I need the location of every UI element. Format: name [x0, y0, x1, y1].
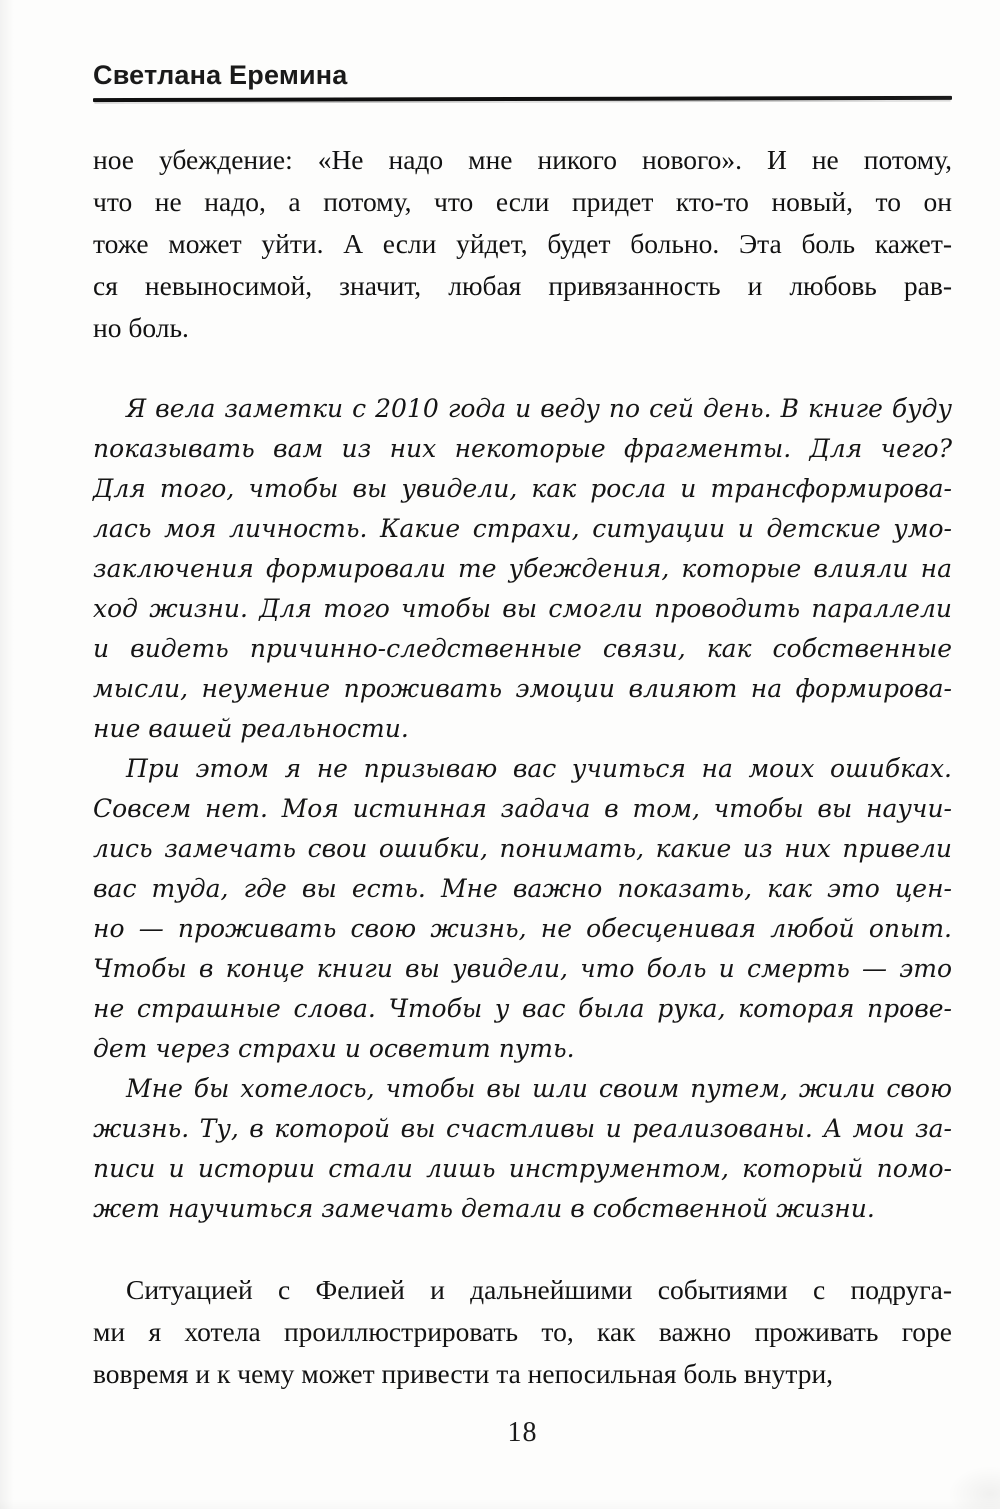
header-rule	[93, 96, 952, 102]
text-line: не страшные слова. Чтобы у вас была рука, которая прове-	[93, 994, 952, 1023]
paragraph	[93, 139, 952, 349]
text-line: ние вашей реальности.	[93, 714, 409, 743]
text-line: но — проживать свою жизнь, не обесценивая любой опыт.	[93, 914, 952, 943]
page-content	[93, 0, 952, 1449]
text-line: заключения формировали те убеждения, которые влияли на	[93, 554, 952, 583]
text-line: тоже может уйти. А если уйдет, будет больно. Эта боль кажет-	[93, 228, 952, 259]
text-line: Я вела заметки с 2010 года и веду по сей день. В книге буду	[126, 394, 952, 423]
text-line: Совсем нет. Моя истинная задача в том, чтобы вы научи-	[93, 794, 952, 823]
text-line: ся невыносимой, значит, любая привязанность и любовь рав-	[93, 270, 952, 301]
paragraph	[93, 389, 952, 749]
paragraph	[93, 1069, 952, 1229]
page-number: 18	[507, 1417, 538, 1448]
text-line: вас туда, где вы есть. Мне важно показать, как это цен-	[93, 874, 952, 903]
paragraph	[93, 1269, 952, 1395]
text-line: лась моя личность. Какие страхи, ситуации и детские умо-	[93, 514, 952, 543]
running-head-author: Светлана Еремина	[93, 60, 348, 90]
text-line: писи и истории стали лишь инструментом, который помо-	[93, 1154, 952, 1183]
paragraph	[93, 749, 952, 1069]
text-line: Ситуацией с Фелией и дальнейшими событиями с подруга-	[126, 1274, 952, 1305]
text-line: что не надо, а потому, что если придет кто-то новый, то он	[93, 186, 952, 217]
text-line: но боль.	[93, 312, 189, 343]
text-line: ми я хотела проиллюстрировать то, как важно проживать горе	[93, 1316, 952, 1347]
text-line: Чтобы в конце книги вы увидели, что боль и смерть — это	[93, 954, 952, 983]
text-line: При этом я не призываю вас учиться на моих ошибках.	[126, 754, 952, 783]
text-line: мысли, неумение проживать эмоции влияют на формирова-	[93, 674, 952, 703]
text-line: дет через страхи и осветит путь.	[93, 1034, 575, 1063]
text-line: показывать вам из них некоторые фрагменты. Для чего?	[93, 434, 952, 463]
text-line: жет научиться замечать детали в собственной жизни.	[93, 1194, 875, 1223]
text-line: ход жизни. Для того чтобы вы смогли проводить параллели	[93, 594, 952, 623]
text-line: Для того, чтобы вы увидели, как росла и трансформирова-	[93, 474, 952, 503]
text-line: Мне бы хотелось, чтобы вы шли своим путем, жили свою	[126, 1074, 952, 1103]
text-block	[93, 139, 952, 1395]
text-line: ное убеждение: «Не надо мне никого нового». И не потому,	[93, 144, 952, 175]
text-line: и видеть причинно-следственные связи, как собственные	[93, 634, 952, 663]
text-line: вовремя и к чему может привести та непосильная боль внутри,	[93, 1358, 834, 1389]
text-line: лись замечать свои ошибки, понимать, какие из них привели	[93, 834, 952, 863]
text-line: жизнь. Ту, в которой вы счастливы и реализованы. А мои за-	[93, 1114, 952, 1143]
